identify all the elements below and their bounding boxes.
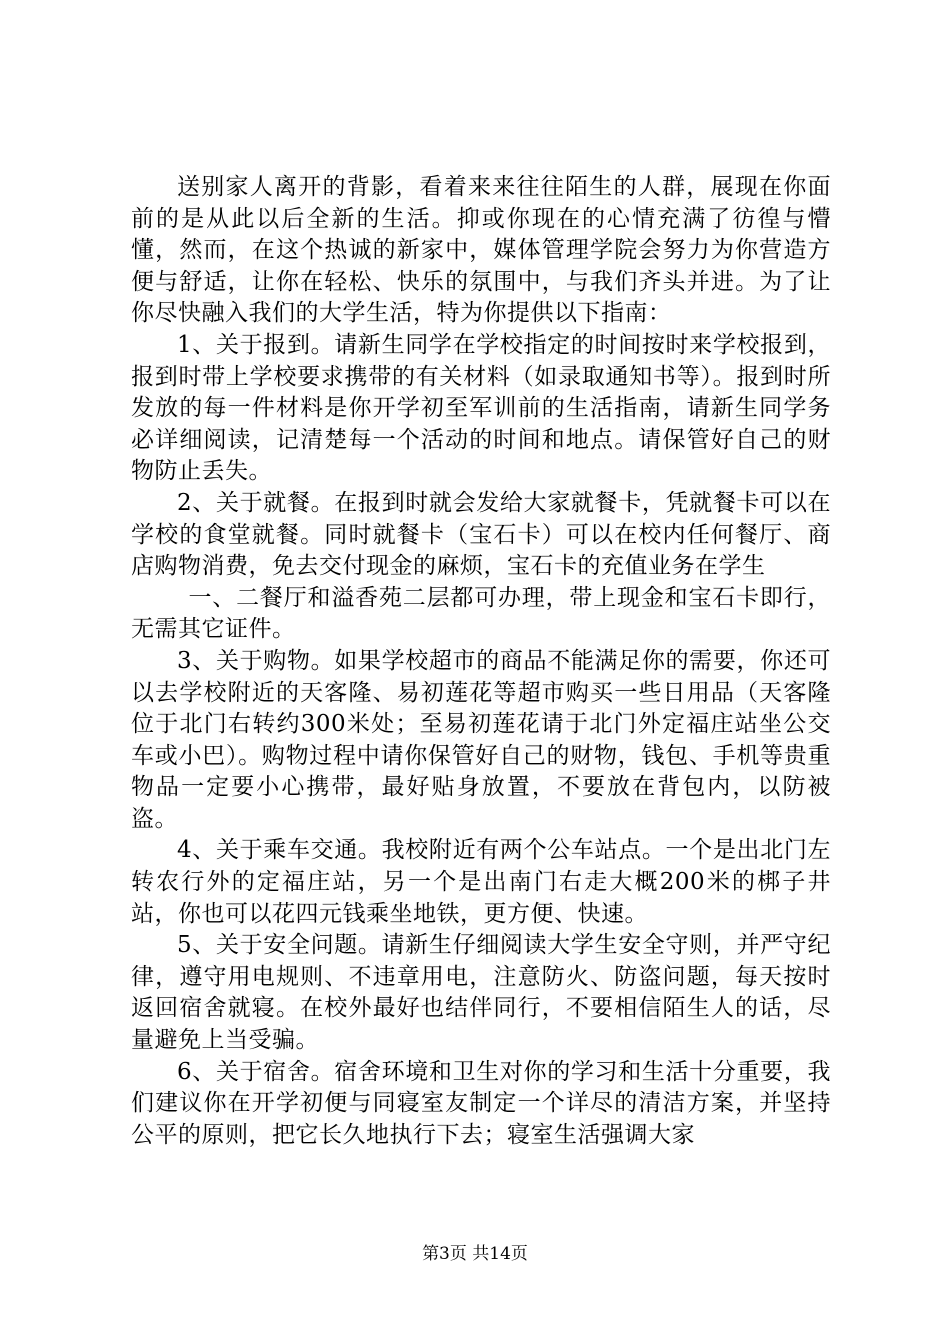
paragraph-safety: 5、关于安全问题。请新生仔细阅读大学生安全守则，并严守纪律，遵守用电规则、不违章用电，注意防火、防盗问题，每天按时返回宿舍就寝。在校外最好也结伴同行，不要相信陌生人的话，尽量避免上当受骗。 (131, 932, 831, 1054)
paragraph-intro: 送别家人离开的背影，看着来来往往陌生的人群，展现在你面前的是从此以后全新的生活。抑或你现在的心情充满了彷徨与懵懂，然而，在这个热诚的新家中，媒体管理学院会努力为你营造方便与舒适，让你在轻松、快乐的氛围中，与我们齐头并进。为了让你尽快融入我们的大学生活，特为你提供以下指南： (131, 174, 831, 327)
paragraph-dining: 2、关于就餐。在报到时就会发给大家就餐卡，凭就餐卡可以在学校的食堂就餐。同时就餐卡（宝石卡）可以在校内任何餐厅、商店购物消费，免去交付现金的麻烦，宝石卡的充值业务在学生 (131, 489, 831, 580)
paragraph-registration: 1、关于报到。请新生同学在学校指定的时间按时来学校报到，报到时带上学校要求携带的有关材料（如录取通知书等）。报到时所发放的每一件材料是你开学初至军训前的生活指南，请新生同学务必详细阅读，记清楚每一个活动的时间和地点。请保管好自己的财物防止丢失。 (131, 331, 831, 485)
paragraph-dormitory: 6、关于宿舍。宿舍环境和卫生对你的学习和生活十分重要，我们建议你在开学初便与同寝室友制定一个详尽的清洁方案，并坚持公平的原则，把它长久地执行下去；寝室生活强调大家 (131, 1058, 831, 1148)
document-body (131, 172, 831, 1151)
paragraph-transportation: 4、关于乘车交通。我校附近有两个公车站点。一个是出北门左转农行外的定福庄站，另一个是出南门右走大概200米的梆子井站，你也可以花四元钱乘坐地铁，更方便、快速。 (131, 837, 831, 927)
paragraph-shopping: 3、关于购物。如果学校超市的商品不能满足你的需要，你还可以去学校附近的天客隆、易初莲花等超市购买一些日用品（天客隆位于北门右转约300米处；至易初莲花请于北门外定福庄站坐公交车或小巴）。购物过程中请你保管好自己的财物，钱包、手机等贵重物品一定要小心携带，最好贴身放置，不要放在背包内，以防被盗。 (131, 647, 831, 832)
page-number-footer: 第3页 共14页 (422, 1244, 528, 1264)
paragraph-dining-continued: 一、二餐厅和溢香苑二层都可办理，带上现金和宝石卡即行，无需其它证件。 (131, 584, 831, 643)
